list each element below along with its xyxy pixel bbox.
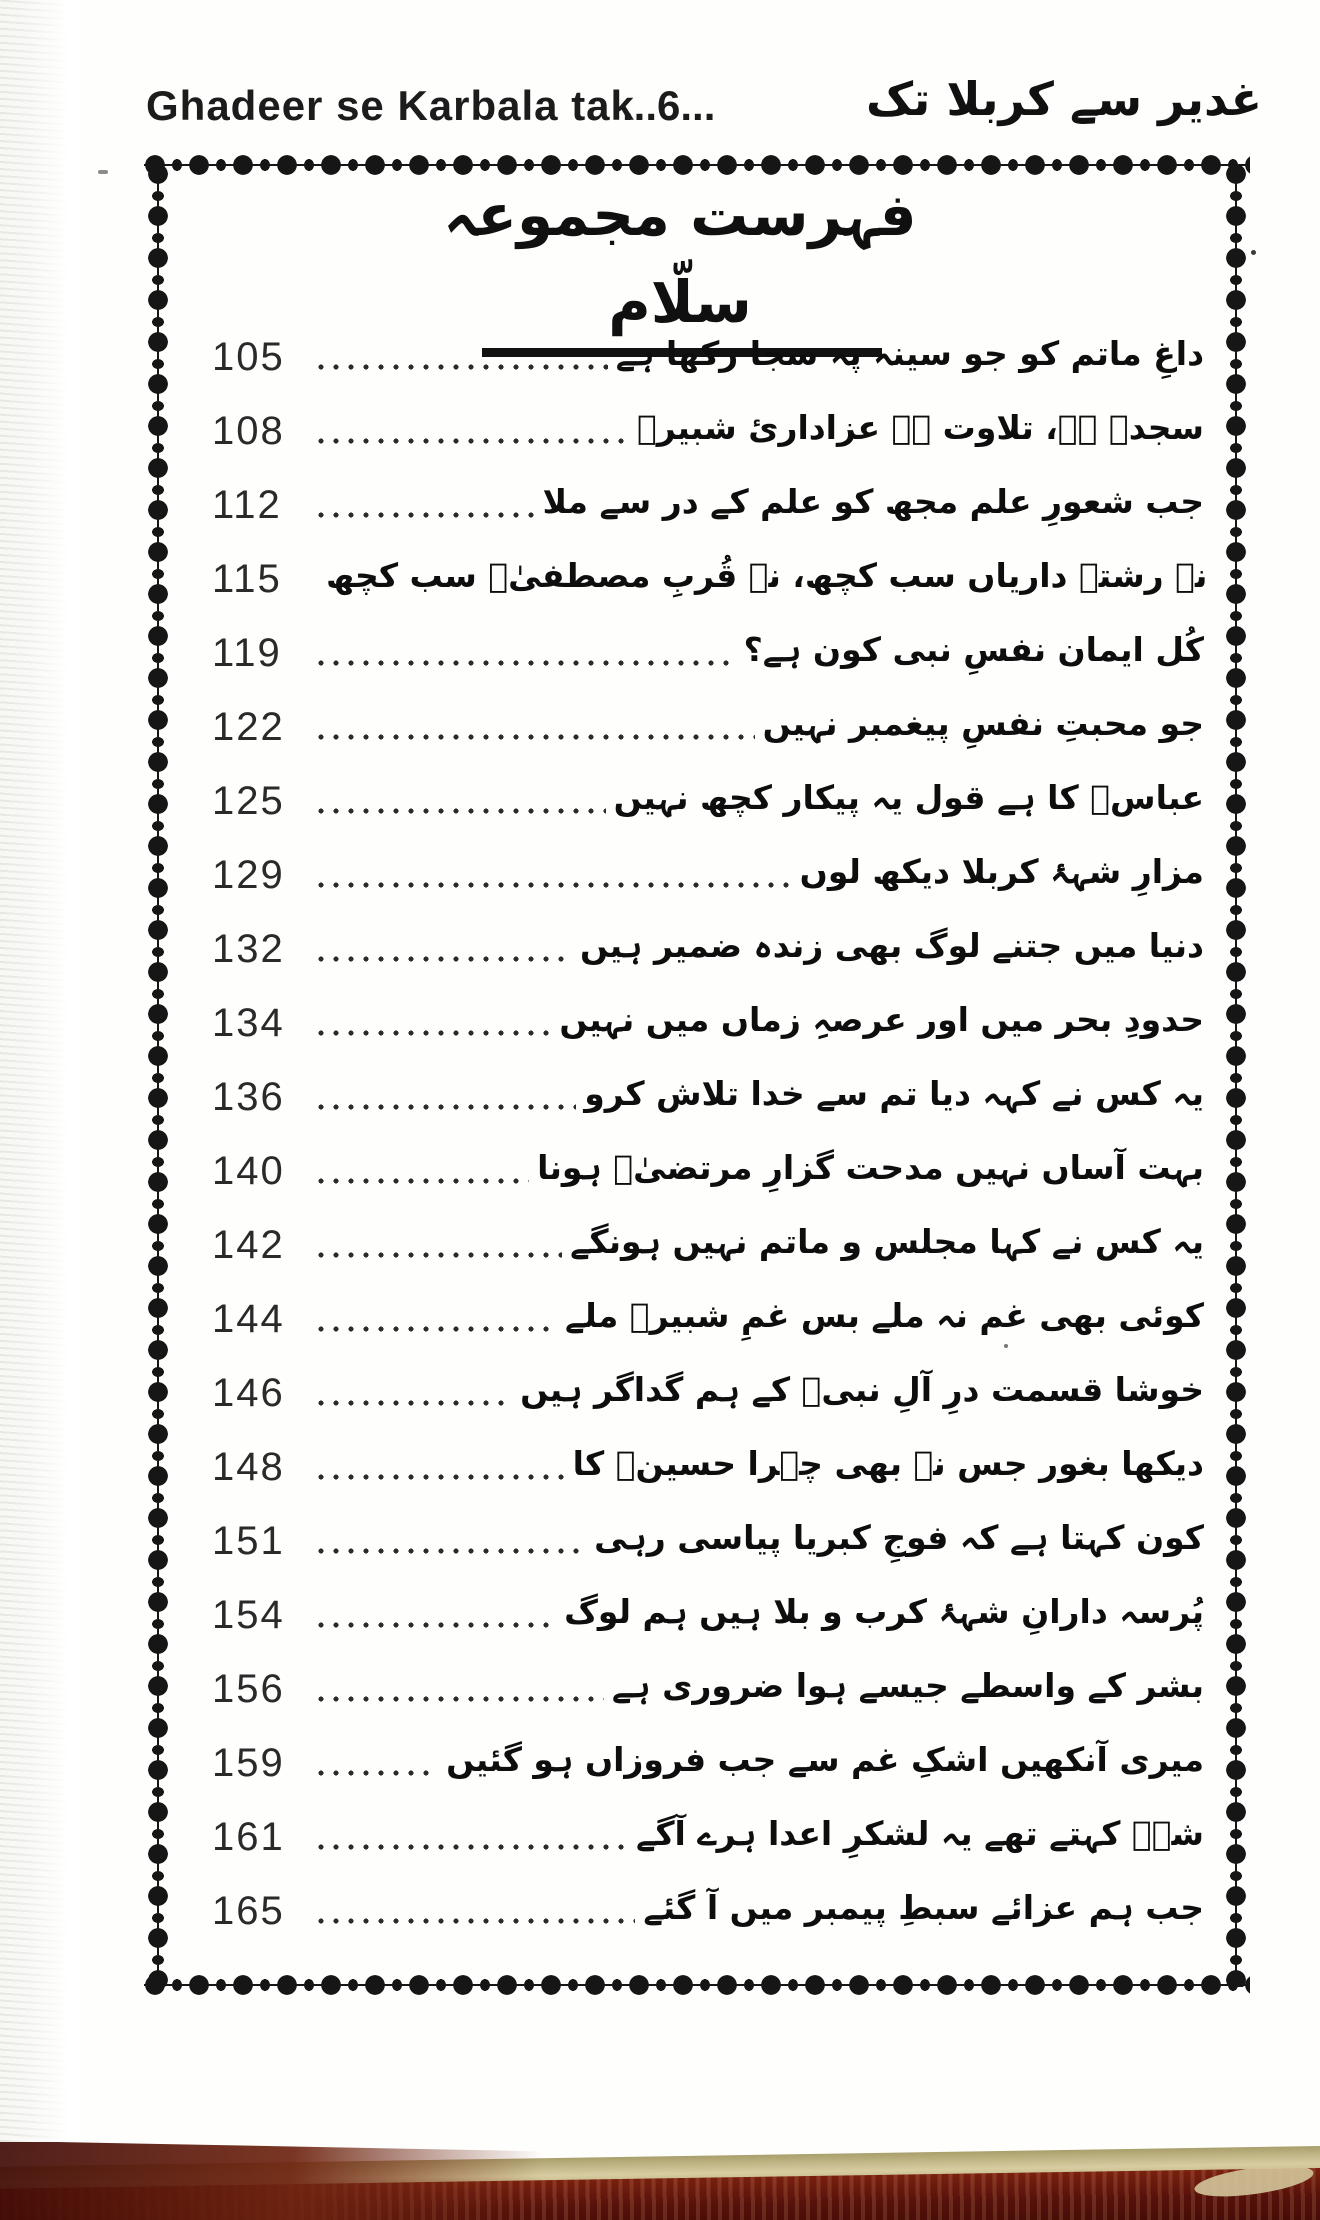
toc-page-number: 146: [212, 1371, 285, 1415]
toc-row: [212, 1858, 1204, 1932]
toc-dot-leader: [318, 1399, 512, 1407]
toc-entry-title: کُل ایمان نفسِ نبی کون ہے؟: [743, 630, 1204, 670]
toc-page-number: 136: [212, 1075, 285, 1119]
toc-entry-title: عباسؑ کا ہے قول یہ پیکار کچھ نہیں: [613, 778, 1204, 818]
toc-row: [212, 378, 1204, 452]
toc-dot-leader: [318, 363, 608, 371]
toc-page-number: 151: [212, 1519, 285, 1563]
book-edge-photo: [0, 2142, 1320, 2220]
toc-entry-title: خوشا قسمت درِ آلِ نبیؐ کے ہم گداگر ہیں: [520, 1370, 1204, 1410]
toc-row: [212, 452, 1204, 526]
toc-page-number: 119: [212, 631, 282, 675]
toc-entry-title: بہت آساں نہیں مدحت گزارِ مرتضیٰؑ ہونا: [537, 1148, 1204, 1188]
toc-row: [212, 600, 1204, 674]
toc-row: [212, 526, 1208, 601]
toc-row: [212, 1414, 1204, 1488]
running-header-latin-title: Ghadeer se Karbala tak: [146, 82, 635, 129]
toc-dot-leader: [318, 1843, 628, 1851]
toc-page-number: 134: [212, 1001, 285, 1045]
toc-page-number: 132: [212, 927, 285, 971]
running-header-page-number: ...6...: [622, 82, 716, 129]
toc-dot-leader: [318, 511, 534, 519]
toc-page-number: 105: [212, 335, 285, 379]
toc-row: [212, 1784, 1204, 1858]
page-stack-scan-artifact: [0, 0, 78, 2150]
toc-row: [212, 1636, 1204, 1710]
toc-page-number: 115: [212, 557, 282, 601]
toc-entry-title: نہ رشتے داریاں سب کچھ، نہ قُربِ مصطفیٰؐ سب کچھ: [326, 556, 1208, 596]
toc-page-number: 142: [212, 1223, 285, 1267]
toc-entry-title: یہ کس نے کہہ دیا تم سے خدا تلاش کرو: [584, 1074, 1204, 1114]
running-header-urdu-title: غدیر سے کربلا تک: [865, 72, 1262, 126]
toc-entry-title: یہ کس نے کہا مجلس و ماتم نہیں ہونگے: [570, 1222, 1204, 1262]
toc-page-number: 108: [212, 409, 285, 453]
toc-page-number: 148: [212, 1445, 285, 1489]
toc-dot-leader: [318, 881, 792, 889]
toc-dot-leader: [318, 1917, 635, 1925]
toc-page-number: 122: [212, 705, 285, 749]
toc-page-number: 144: [212, 1297, 285, 1341]
toc-dot-leader: [318, 1177, 529, 1185]
scan-speck: [1004, 1344, 1008, 1348]
toc-entry-title: جو محبتِ نفسِ پیغمبر نہیں: [762, 704, 1204, 744]
toc-list: [212, 304, 1208, 1933]
toc-dot-leader: [318, 1695, 604, 1703]
toc-dot-leader: [318, 1621, 556, 1629]
scan-speck: [98, 170, 108, 174]
toc-entry-title: داغِ ماتم کو جو سینہ پہ سجا رکھا ہے: [615, 334, 1204, 374]
toc-entry-title: جب ہم عزائے سبطِ پیمبر میں آ گئے: [643, 1888, 1204, 1928]
toc-dot-leader: [318, 437, 629, 445]
toc-dot-leader: [318, 1029, 551, 1037]
toc-dot-leader: [318, 659, 736, 667]
toc-page-number: 165: [212, 1889, 285, 1933]
toc-row: [212, 748, 1204, 822]
toc-dot-leader: [318, 955, 572, 963]
toc-page-number: 154: [212, 1593, 285, 1637]
toc-dot-leader: [318, 807, 606, 815]
toc-page-number: 112: [212, 483, 282, 527]
book-edge-dark-wedge: [0, 2142, 543, 2220]
toc-entry-title: کوئی بھی غم نہ ملے بس غمِ شبیرؑ ملے: [565, 1296, 1204, 1336]
toc-row: [212, 1118, 1204, 1192]
toc-row: [212, 1562, 1204, 1636]
toc-row: [212, 304, 1204, 378]
toc-dot-leader: [318, 733, 755, 741]
toc-row: [212, 1266, 1204, 1340]
toc-entry-title: کون کہتا ہے کہ فوجِ کبریا پیاسی رہی: [594, 1518, 1204, 1558]
border-bottom-beads: [144, 1971, 1250, 1999]
toc-heading-text: فہرست مجموعہ سلّام: [443, 181, 917, 336]
toc-row: [212, 1710, 1204, 1784]
toc-page-number: 156: [212, 1667, 285, 1711]
toc-entry-title: دنیا میں جتنے لوگ بھی زندہ ضمیر ہیں: [579, 926, 1204, 966]
toc-entry-title: شہؑ کہتے تھے یہ لشکرِ اعدا ہرے آگے: [635, 1814, 1204, 1854]
toc-dot-leader: [318, 1103, 576, 1111]
toc-page-number: 161: [212, 1815, 285, 1859]
toc-row: [212, 1044, 1204, 1118]
toc-row: [212, 970, 1204, 1044]
toc-dot-leader: [318, 1547, 586, 1555]
toc-dot-leader: [318, 1769, 438, 1777]
toc-row: [212, 1192, 1204, 1266]
toc-entry-title: جب شعورِ علم مجھ کو علم کے در سے ملا: [542, 482, 1204, 522]
toc-entry-title: سجدہ ہے، تلاوت ہے عزاداریٔ شبیرؑ: [636, 408, 1204, 448]
border-right-beads: [1222, 163, 1250, 1987]
toc-entry-title: دیکھا بغور جس نے بھی چہرا حسینؑ کا: [572, 1444, 1204, 1484]
toc-dot-leader: [318, 1473, 565, 1481]
toc-entry-title: بشر کے واسطے جیسے ہوا ضروری ہے: [611, 1666, 1204, 1706]
toc-page-number: 140: [212, 1149, 285, 1193]
toc-page-number: 159: [212, 1741, 285, 1785]
toc-entry-title: حدودِ بحر میں اور عرصہِ زماں میں نہیں: [559, 1000, 1204, 1040]
toc-entry-title: میری آنکھیں اشکِ غم سے جب فروزاں ہو گئیں: [446, 1740, 1204, 1780]
toc-row: [212, 674, 1204, 748]
toc-row: [212, 1488, 1204, 1562]
toc-entry-title: مزارِ شہۂ کربلا دیکھ لوں: [799, 852, 1204, 892]
border-left-beads: [144, 163, 172, 1987]
toc-dot-leader: [318, 1251, 562, 1259]
scan-speck: [1251, 250, 1256, 255]
toc-page-number: 125: [212, 779, 285, 823]
toc-row: [212, 896, 1204, 970]
toc-row: [212, 822, 1204, 896]
toc-page-number: 129: [212, 853, 285, 897]
toc-entry-title: پُرسہ دارانِ شہۂ کرب و بلا ہیں ہم لوگ: [564, 1592, 1204, 1632]
toc-dot-leader: [318, 1325, 557, 1333]
toc-row: [212, 1340, 1204, 1414]
